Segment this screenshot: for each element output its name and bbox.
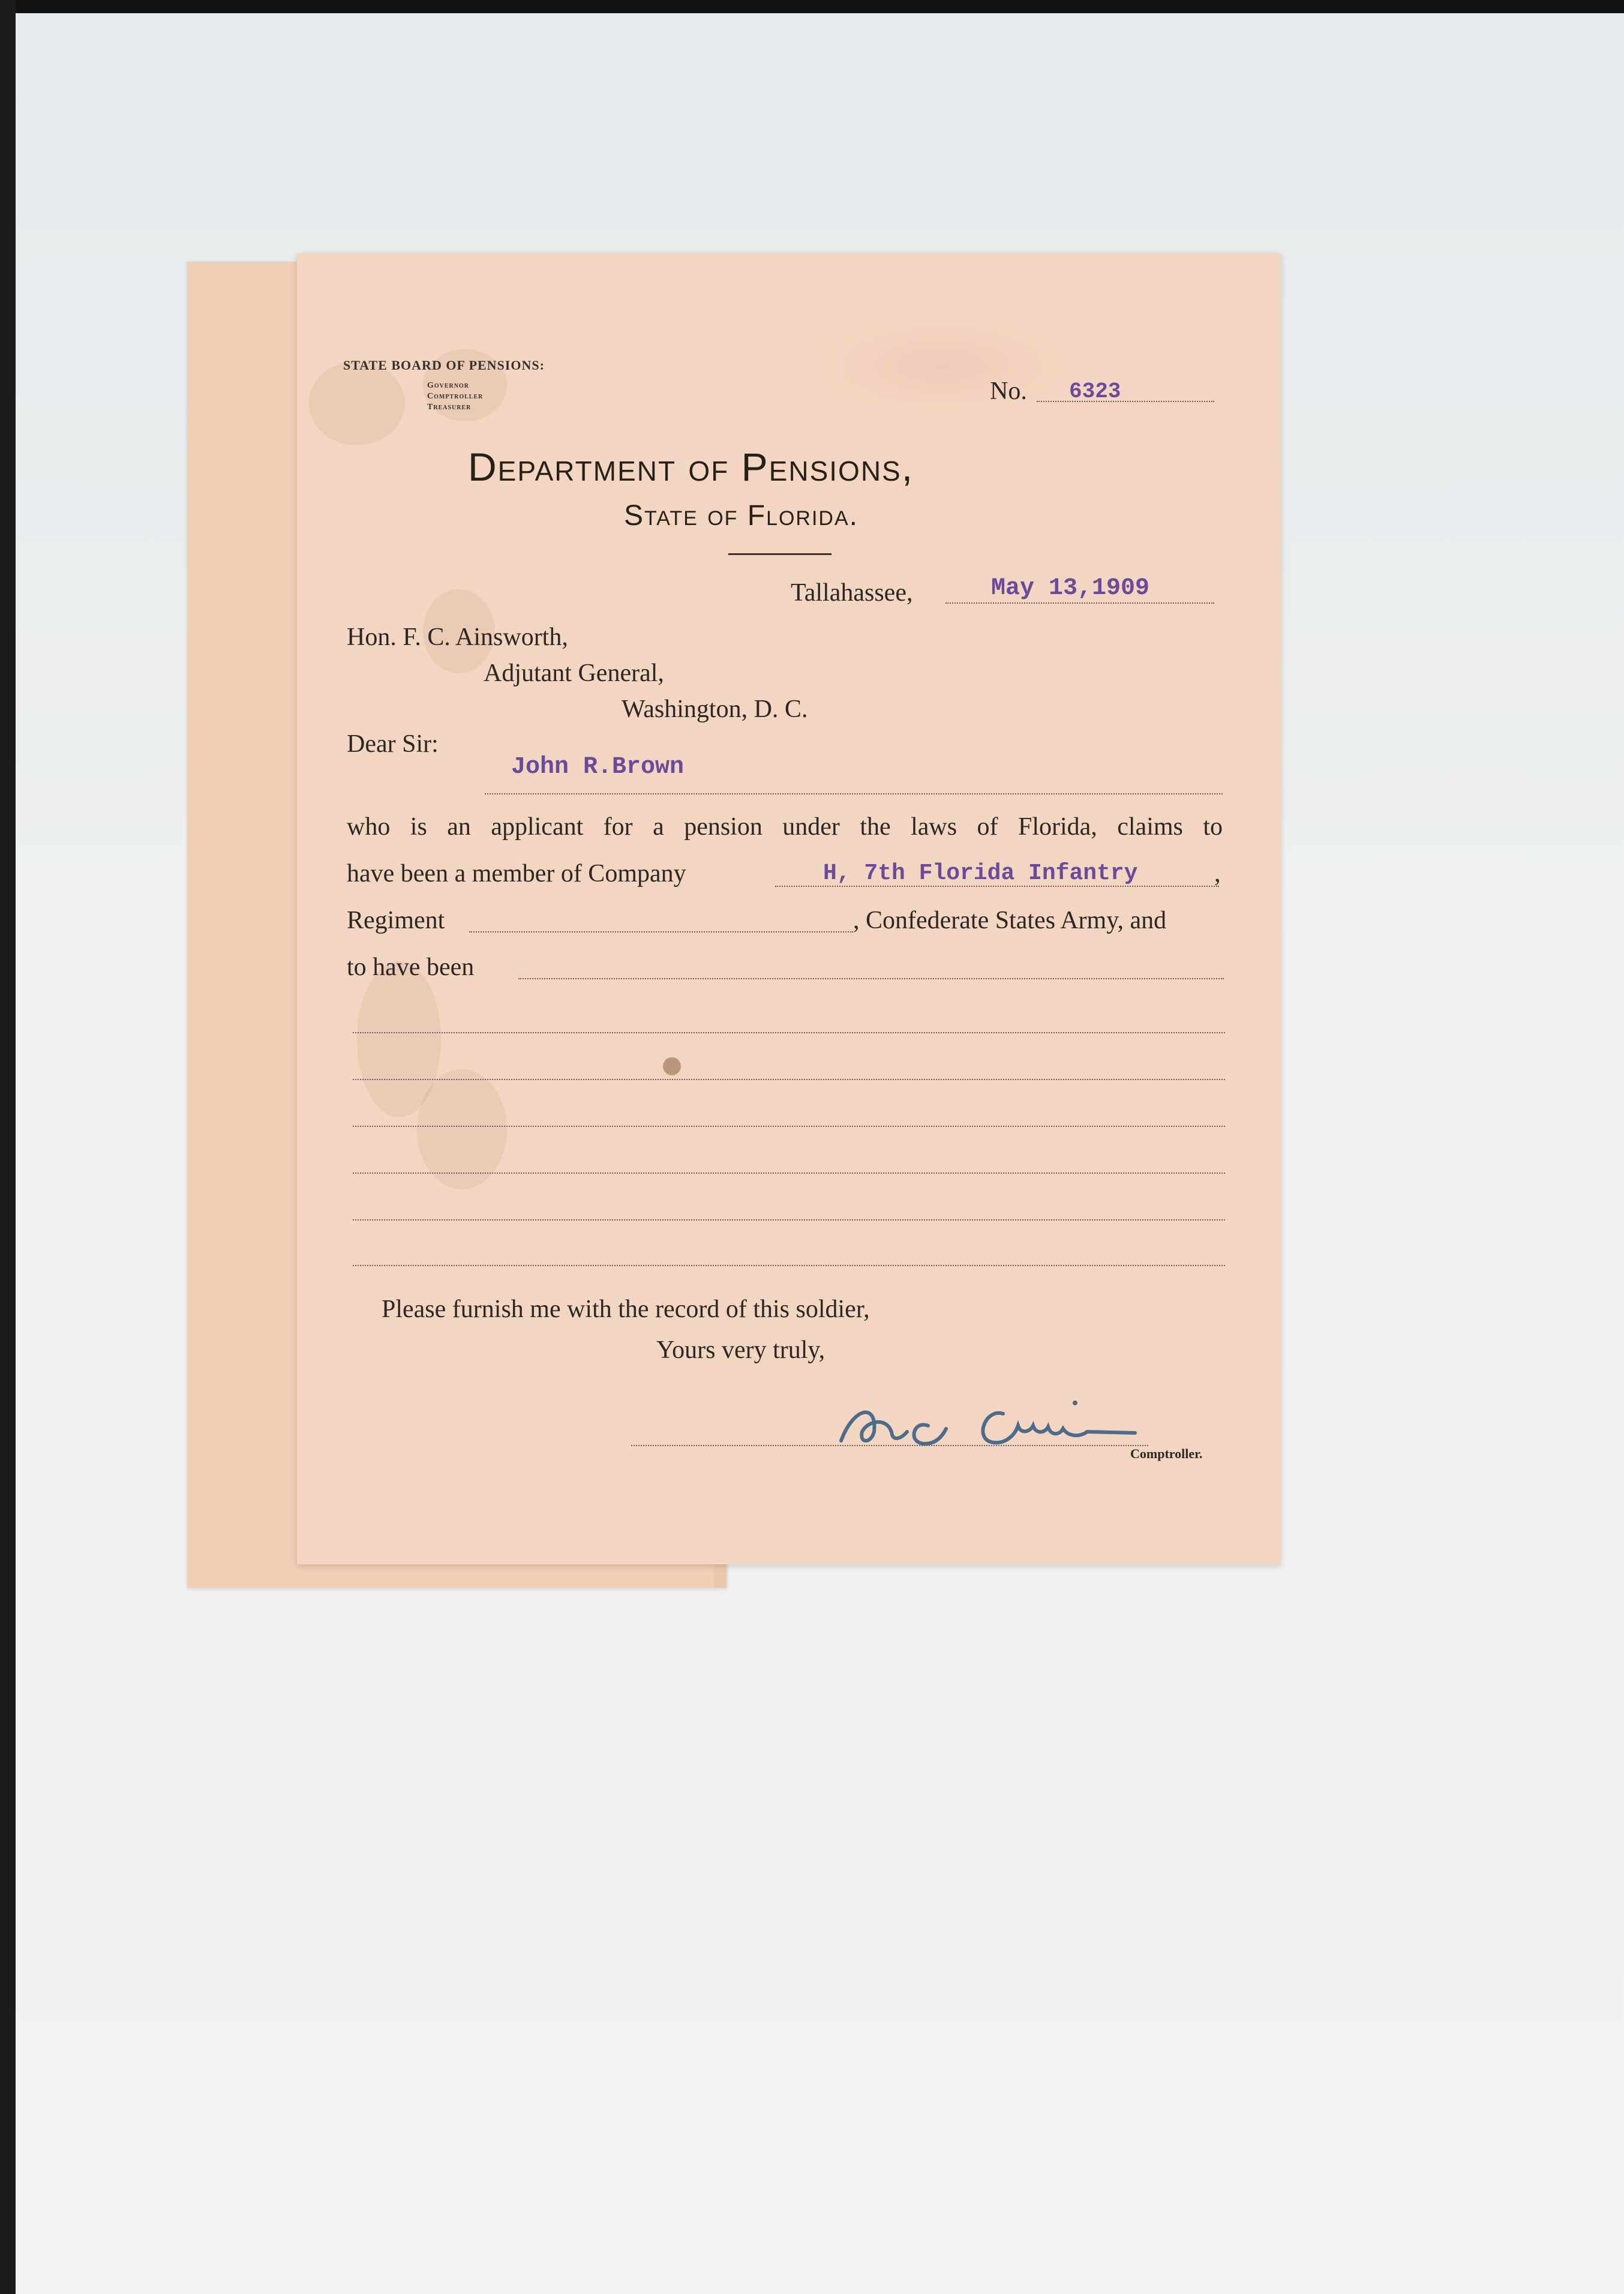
closing-line-2: Yours very truly, [656, 1336, 825, 1364]
to-have-been-line [518, 978, 1224, 979]
faded-stamp [816, 318, 1068, 414]
blank-line [353, 1173, 1225, 1174]
stain [357, 961, 441, 1117]
title-rule [728, 553, 831, 555]
page-subtitle: State of Florida. [624, 500, 858, 532]
body-line-2-end: , [1214, 860, 1221, 887]
board-member: Comptroller [427, 392, 484, 401]
board-members [427, 380, 483, 413]
body-line-2-start: have been a member of Company [347, 860, 686, 887]
board-member: Governor [427, 381, 470, 390]
board-heading: STATE BOARD OF PENSIONS: [343, 358, 545, 373]
body-line-3-end: , Confederate States Army, and [853, 907, 1167, 934]
board-member: Treasurer [427, 403, 472, 412]
scan-frame-left [0, 0, 16, 2294]
number-label: No. [990, 377, 1027, 405]
scan-frame-top [0, 0, 1624, 13]
blank-line [353, 1079, 1225, 1080]
blank-line [353, 1219, 1225, 1221]
closing-line-1: Please furnish me with the record of this soldier, [382, 1296, 870, 1323]
applicant-name: John R.Brown [511, 754, 685, 781]
signature-line [631, 1445, 1148, 1446]
blank-line [353, 1032, 1225, 1033]
blank-line [353, 1126, 1225, 1127]
address-line-1: Hon. F. C. Ainsworth, [347, 623, 568, 651]
company-value: H, 7th Florida Infantry [823, 860, 1138, 886]
applicant-line [485, 793, 1223, 794]
number-value: 6323 [1069, 379, 1121, 404]
salutation: Dear Sir: [347, 730, 439, 758]
signer-title: Comptroller. [1130, 1446, 1203, 1461]
spot [663, 1057, 681, 1075]
number-line [1037, 401, 1214, 402]
address-line-2: Adjutant General, [484, 659, 664, 687]
blank-line [353, 1265, 1225, 1266]
regiment-line [469, 931, 853, 932]
address-line-3: Washington, D. C. [622, 695, 808, 723]
stain [309, 361, 405, 445]
to-have-been-label: to have been [347, 953, 475, 981]
body-line-1: who is an applicant for a pension under the laws of Florida, claims to [347, 813, 1223, 841]
regiment-label: Regiment [347, 907, 445, 934]
date-line [945, 602, 1214, 604]
dateline-place: Tallahassee, [791, 579, 913, 607]
date-value: May 13,1909 [991, 575, 1150, 602]
page-title: Department of Pensions, [468, 445, 914, 489]
